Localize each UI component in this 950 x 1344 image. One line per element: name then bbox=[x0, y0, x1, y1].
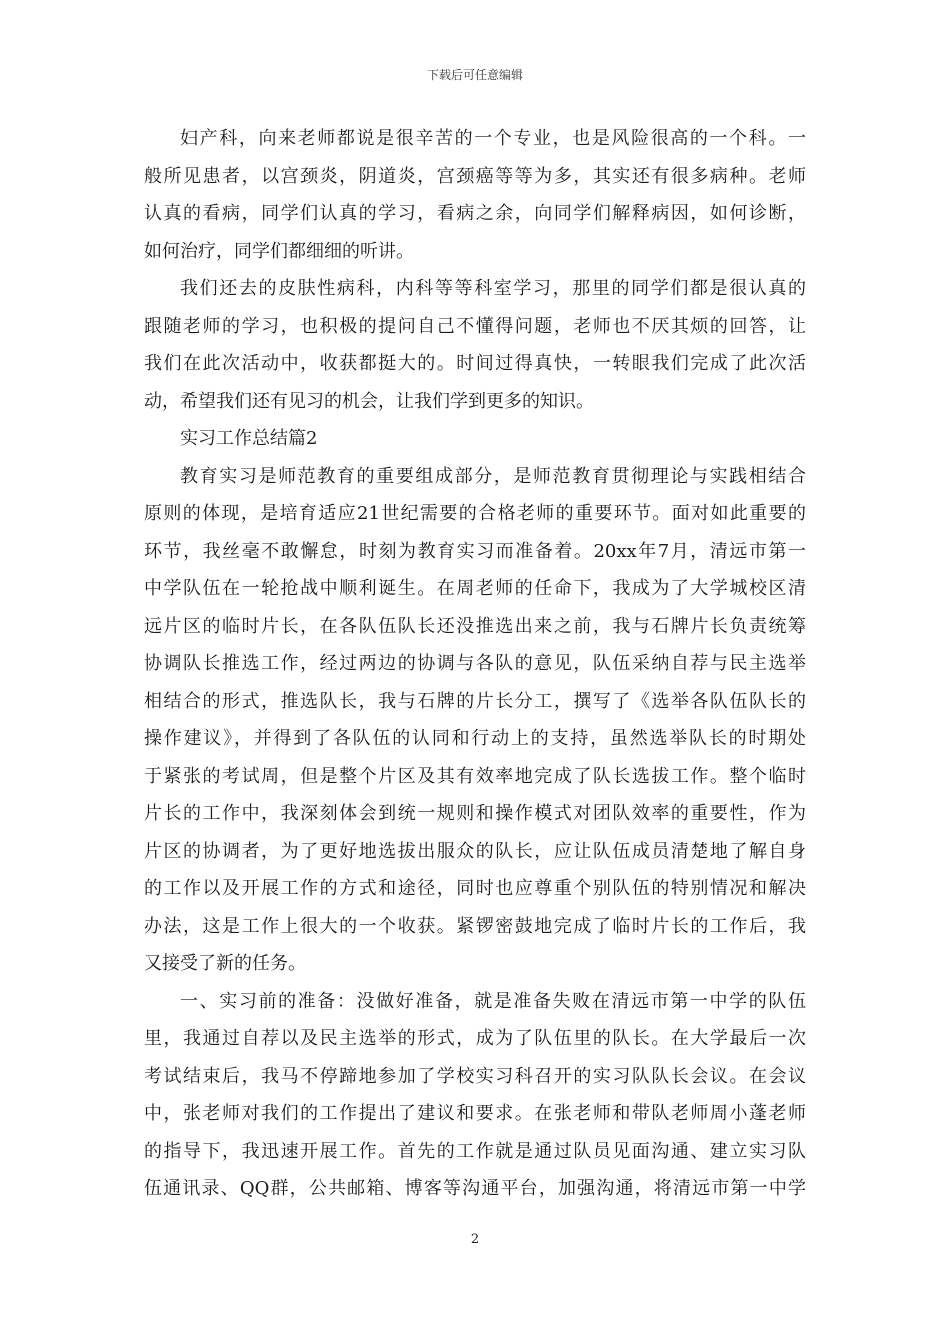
text-line: 伍通讯录、QQ群，公共邮箱、博客等沟通平台，加强沟通，将清远市第一中学 bbox=[144, 1178, 806, 1199]
page-header: 下载后可任意编辑 bbox=[426, 68, 523, 82]
text-line: 动，希望我们还有见习的机会，让我们学到更多的知识。 bbox=[144, 390, 594, 412]
text-line: 妇产科，向来老师都说是很辛苦的一个专业，也是风险很高的一个科。一 bbox=[180, 128, 806, 149]
paragraph-1 bbox=[144, 120, 806, 270]
text-line: 般所见患者，以宫颈炎，阴道炎，宫颈癌等等为多，其实还有很多病种。老师 bbox=[144, 165, 806, 187]
paragraph-3 bbox=[144, 458, 806, 983]
text-line: 中学队伍在一轮抢战中顺利诞生。在周老师的任命下，我成为了大学城校区清 bbox=[144, 578, 806, 599]
text-line: 的工作以及开展工作的方式和途径，同时也应尊重个别队伍的特别情况和解决 bbox=[144, 878, 806, 899]
document-body bbox=[144, 120, 806, 1208]
text-line: 环节，我丝毫不敢懈怠，时刻为教育实习而准备着。20xx年7月，清远市第一 bbox=[144, 540, 806, 562]
section-heading bbox=[144, 420, 806, 458]
text-line: 原则的体现，是培育适应21世纪需要的合格老师的重要环节。面对如此重要的 bbox=[144, 503, 806, 524]
paragraph-2 bbox=[144, 270, 806, 420]
text-line: 又接受了新的任务。 bbox=[144, 953, 306, 974]
text-line: 一、实习前的准备：没做好准备，就是准备失败在清远市第一中学的队伍 bbox=[180, 990, 806, 1012]
text-line: 跟随老师的学习，也积极的提问自己不懂得问题，老师也不厌其烦的回答，让 bbox=[144, 315, 806, 337]
text-line: 中，张老师对我们的工作提出了建议和要求。在张老师和带队老师周小蓬老师 bbox=[144, 1103, 806, 1124]
text-line: 协调队长推选工作，经过两边的协调与各队的意见，队伍采纳自荐与民主选举 bbox=[144, 653, 806, 674]
text-line: 于紧张的考试周，但是整个片区及其有效率地完成了队长选拔工作。整个临时 bbox=[144, 765, 806, 787]
text-line: 实习工作总结篇2 bbox=[180, 428, 318, 449]
text-line: 认真的看病，同学们认真的学习，看病之余，向同学们解释病因，如何诊断， bbox=[144, 203, 806, 224]
text-line: 如何治疗，同学们都细细的听讲。 bbox=[144, 240, 414, 262]
text-line: 教育实习是师范教育的重要组成部分，是师范教育贯彻理论与实践相结合 bbox=[180, 465, 806, 487]
text-line: 考试结束后，我马不停蹄地参加了学校实习科召开的实习队队长会议。在会议 bbox=[144, 1065, 806, 1087]
text-line: 里，我通过自荐以及民主选举的形式，成为了队伍里的队长。在大学最后一次 bbox=[144, 1028, 806, 1049]
text-line: 办法，这是工作上很大的一个收获。紧锣密鼓地完成了临时片长的工作后，我 bbox=[144, 915, 806, 937]
text-line: 远片区的临时片长，在各队伍队长还没推选出来之前，我与石牌片长负责统筹 bbox=[144, 615, 806, 637]
text-line: 的指导下，我迅速开展工作。首先的工作就是通过队员见面沟通、建立实习队 bbox=[144, 1140, 806, 1162]
text-line: 片长的工作中，我深刻体会到统一规则和操作模式对团队效率的重要性，作为 bbox=[144, 803, 806, 824]
text-line: 片区的协调者，为了更好地选拔出服众的队长，应让队伍成员清楚地了解自身 bbox=[144, 840, 806, 862]
text-line: 相结合的形式，推选队长，我与石牌的片长分工，撰写了《选举各队伍队长的 bbox=[144, 690, 806, 712]
text-line: 操作建议》，并得到了各队伍的认同和行动上的支持，虽然选举队长的时期处 bbox=[144, 728, 806, 749]
text-line: 我们还去的皮肤性病科，内科等等科室学习，那里的同学们都是很认真的 bbox=[180, 278, 806, 299]
text-line: 我们在此次活动中，收获都挺大的。时间过得真快，一转眼我们完成了此次活 bbox=[144, 353, 806, 374]
page-number: 2 bbox=[470, 1232, 480, 1247]
paragraph-4 bbox=[144, 983, 806, 1208]
